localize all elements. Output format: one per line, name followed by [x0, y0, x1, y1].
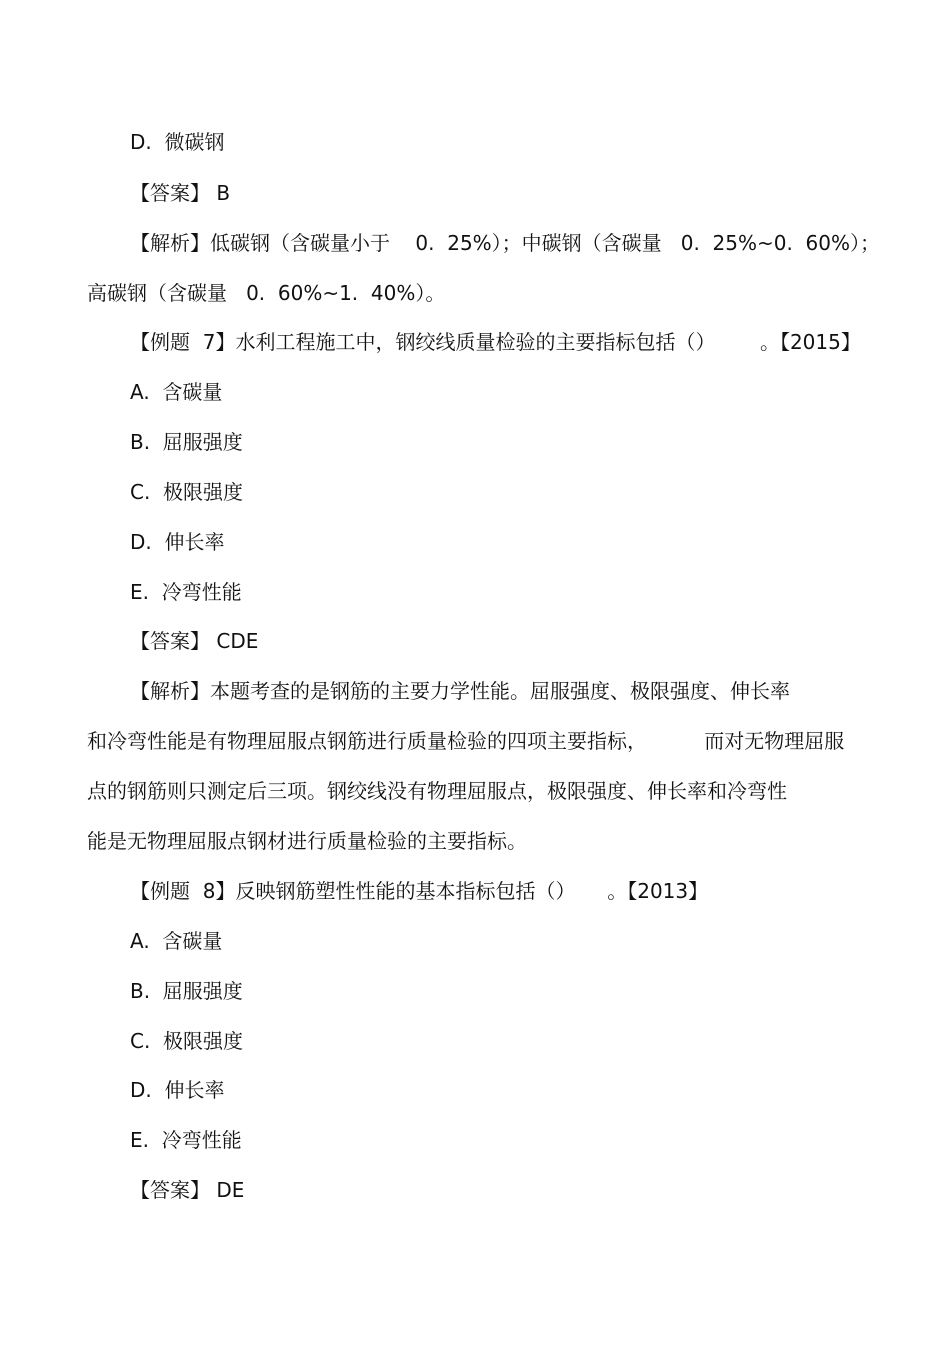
option-d-line: D. 伸长率: [130, 530, 225, 554]
option-c-line: C. 极限强度: [130, 1029, 244, 1053]
answer-line: 【答案】 B: [130, 181, 231, 205]
analysis-continuation-line: 高碳钢（含碳量 0. 60%~1. 40%）。: [87, 281, 446, 305]
example-7-question: 【例题 7】水利工程施工中，钢绞线质量检验的主要指标包括（） 。【2015】: [130, 330, 861, 354]
option-c-line: C. 极限强度: [130, 480, 244, 504]
option-a-line: A. 含碳量: [130, 380, 223, 404]
option-a-line: A. 含碳量: [130, 929, 223, 953]
analysis-continuation-line: 和冷弯性能是有物理屈服点钢筋进行质量检验的四项主要指标， 而对无物理屈服: [87, 729, 845, 753]
option-e-line: E. 冷弯性能: [130, 580, 242, 604]
option-e-line: E. 冷弯性能: [130, 1128, 242, 1152]
option-b-line: B. 屈服强度: [130, 430, 243, 454]
example-8-question: 【例题 8】反映钢筋塑性性能的基本指标包括（） 。【2013】: [130, 879, 709, 903]
analysis-line: 【解析】本题考查的是钢筋的主要力学性能。屈服强度、极限强度、伸长率: [130, 679, 790, 703]
analysis-continuation-line: 点的钢筋则只测定后三项。钢绞线没有物理屈服点，极限强度、伸长率和冷弯性: [87, 779, 787, 803]
option-b-line: B. 屈服强度: [130, 979, 243, 1003]
analysis-continuation-line: 能是无物理屈服点钢材进行质量检验的主要指标。: [87, 829, 527, 853]
answer-line: 【答案】 CDE: [130, 629, 259, 653]
analysis-line: 【解析】低碳钢（含碳量小于 0. 25%）；中碳钢（含碳量 0. 25%~0. 60%）；: [130, 231, 881, 255]
answer-line: 【答案】 DE: [130, 1178, 245, 1202]
option-d-line: D. 伸长率: [130, 1078, 225, 1102]
option-d-line: D. 微碳钢: [130, 130, 225, 154]
